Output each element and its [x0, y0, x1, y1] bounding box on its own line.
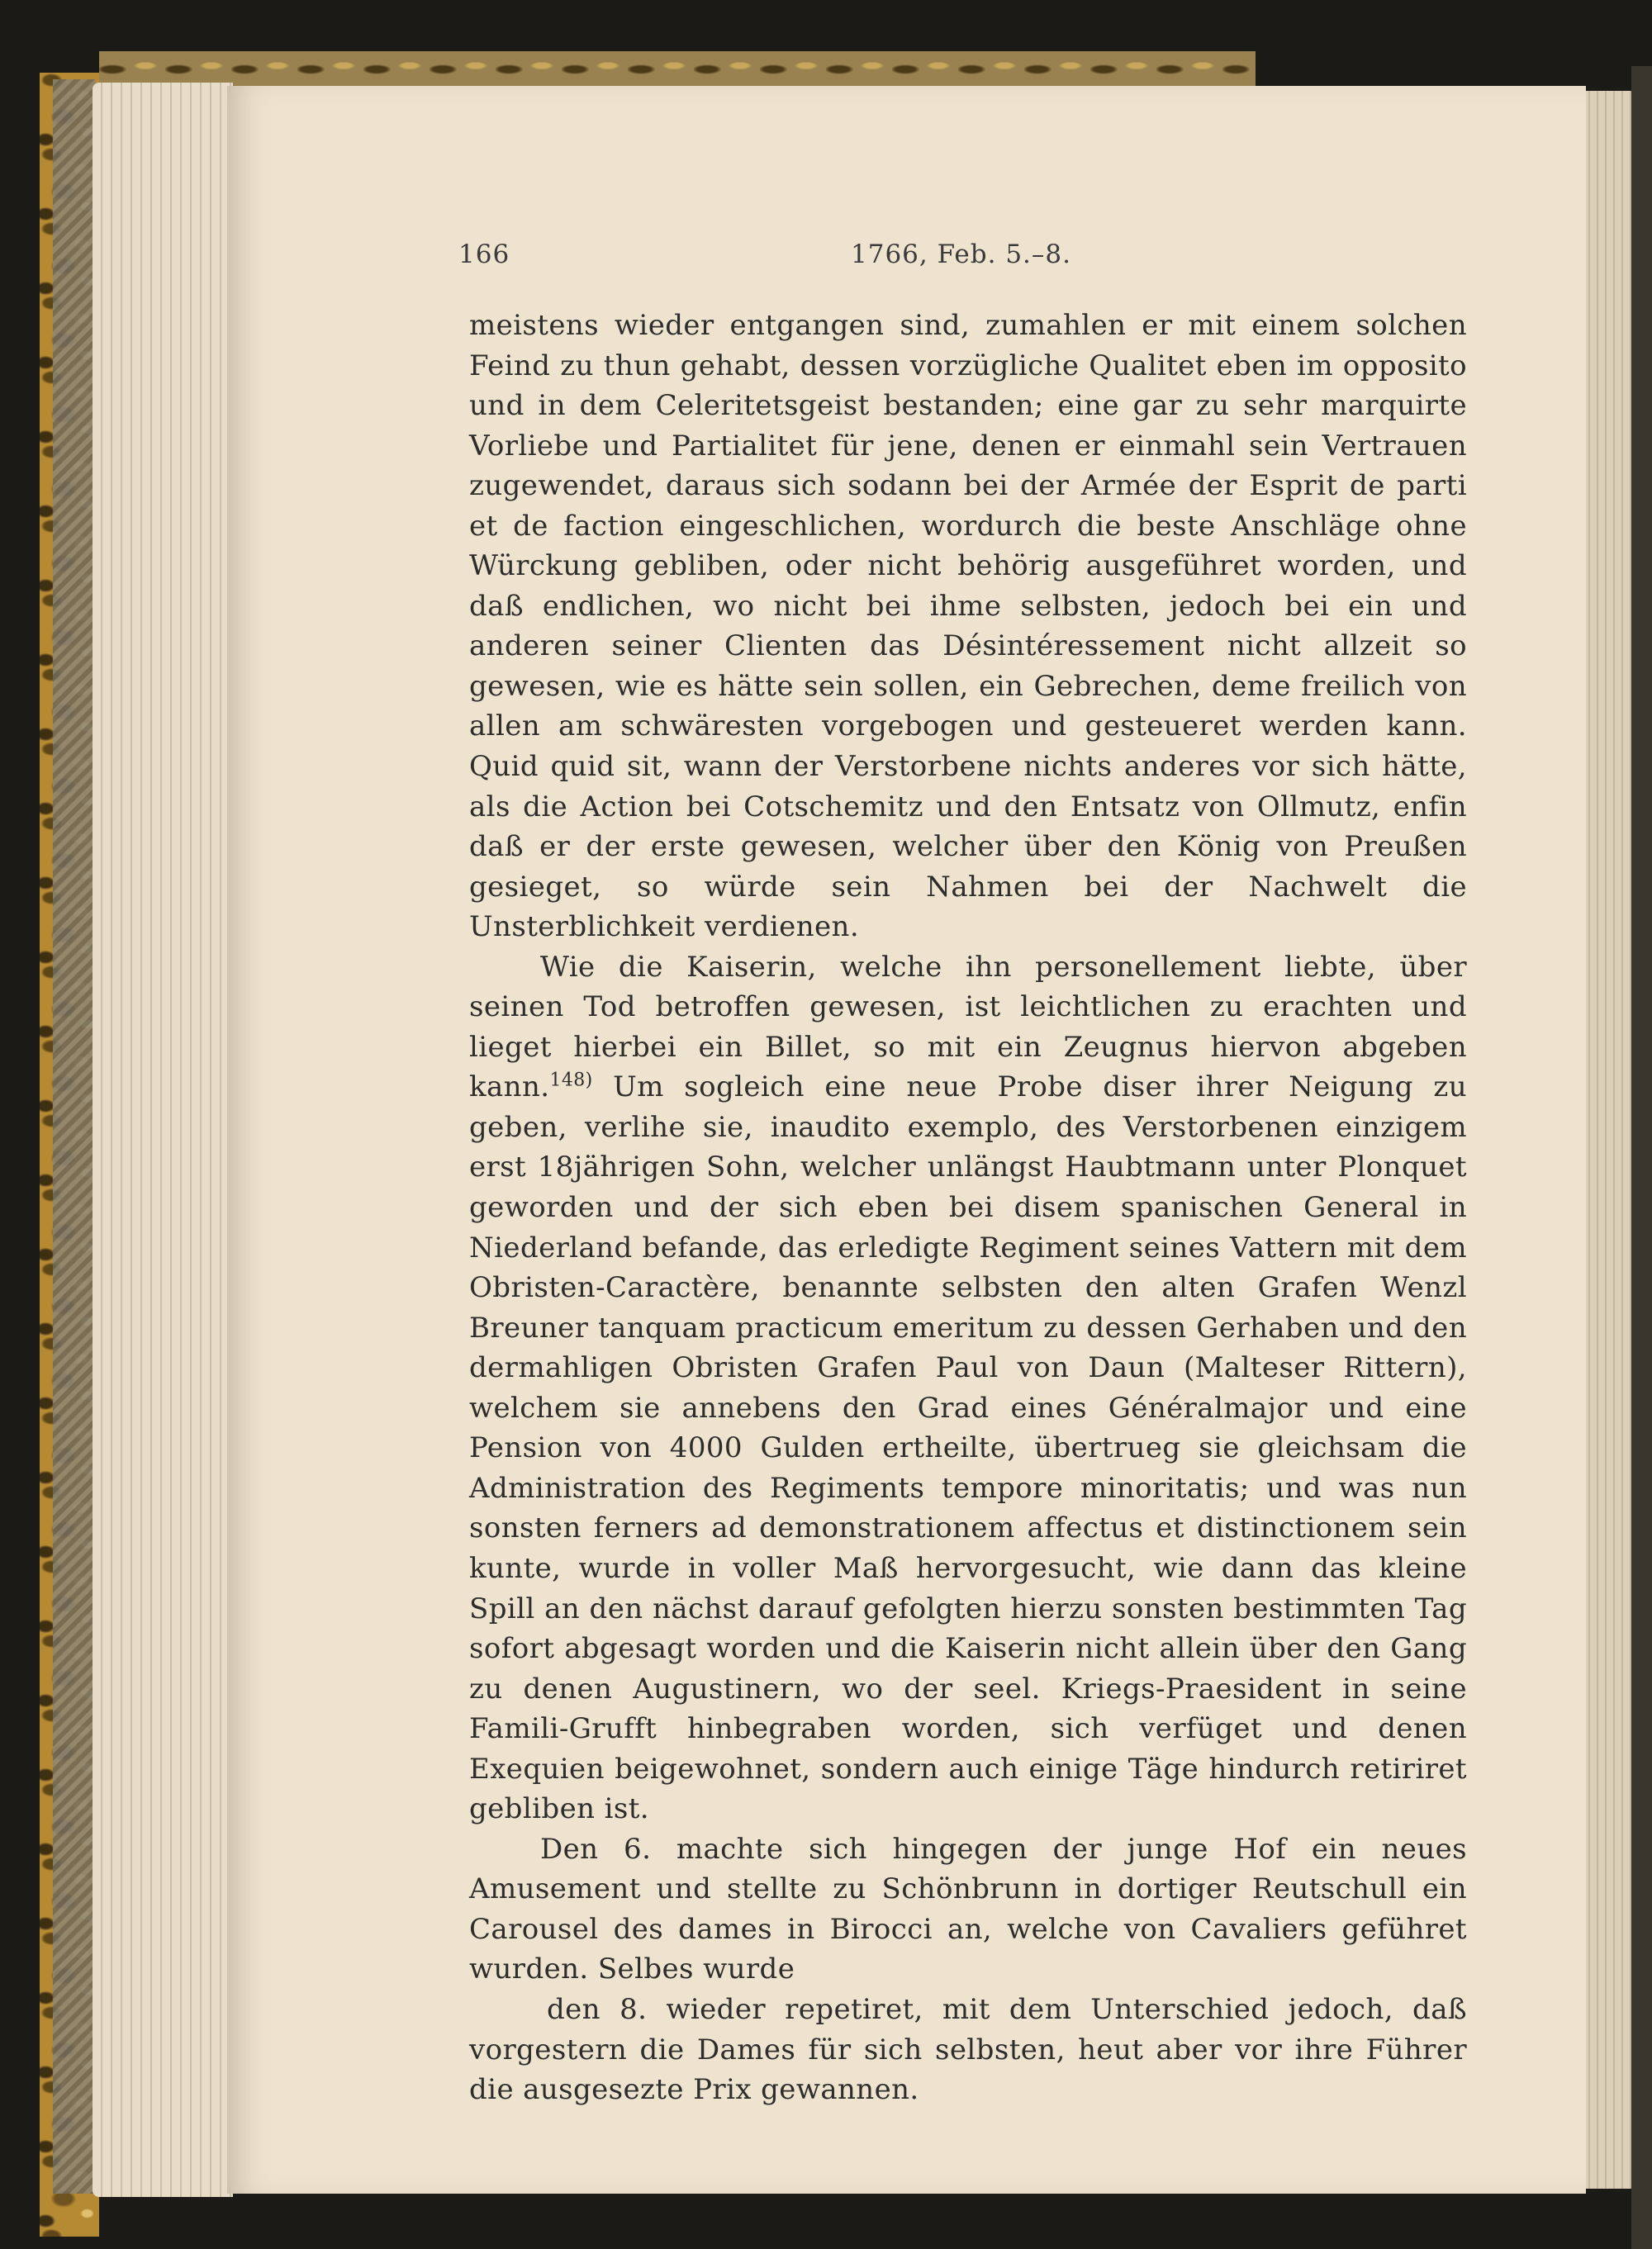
- paragraph-2-end: Um sogleich eine neue Probe diser ihrer Neigung zu geben, verlihe sie, inaudito exemplo, des Verstorbenen einzigem erst 18jährigen Sohn, welcher unlängst Haubtmann unter Plonquet geworden und der sich eben bei disem spanischen General in Niederland befande, das erledigte Regiment seines Vattern mit dem Obristen-Caractère, benannte selbsten den alten Grafen Wenzl Breuner tanquam practicum emeritum zu dessen Gerhaben und den dermahligen Obristen Grafen Paul von Daun (Malteser Rittern), welchem sie annebens den Grad eines Généralmajor und eine Pension von 4000 Gulden ertheilte, übertrueg sie gleichsam die Administration des Regiments tempore minoritatis; und was nun sonsten ferners ad demonstrationem affectus et distinctionem sein kunte, wurde in voller Maß hervorgesucht, wie dann das kleine Spill an den nächst darauf gefolgten hierzu sonsten bestimmten Tag sofort abgesagt worden und die Kaiserin nicht allein über den Gang zu denen Augustinern, wo der seel. Kriegs-Praesident in seine Famili-Grufft hinbegraben worden, sich verfüget und denen Exequien beigewohnet, sondern auch einige Täge hindurch retiriret gebliben ist.: [469, 1070, 1467, 1826]
- page-body: [469, 306, 1467, 2110]
- paragraph-2-start: Wie die Kaiserin, welche ihn personellement liebte, über seinen Tod betroffen gewesen, ist leichtlichen zu erachten und lieget hierbei ein Billet, so mit ein Zeugnus hiervon abgeben kann.: [469, 950, 1467, 1104]
- page-edges-right: [1582, 91, 1631, 2189]
- page-number: 166: [458, 240, 510, 269]
- marbled-cover-top: [99, 51, 1256, 88]
- footnote-ref: 148): [549, 1070, 593, 1092]
- page-edges-left: [93, 83, 233, 2197]
- page-header: [458, 240, 1483, 281]
- paragraph-3: Den 6. machte sich hingegen der junge Hof ein neues Amusement und stellte zu Schönbrunn in dortiger Reutschull ein Carousel des dames in Birocci an, welche von Cavaliers geführet wurden. Selbes wurde: [469, 1832, 1467, 1986]
- right-cover: [1631, 66, 1652, 2249]
- binding-strip: [53, 79, 96, 2194]
- paragraph-1: meistens wieder entgangen sind, zumahlen er mit einem solchen Feind zu thun gehabt, dessen vorzügliche Qualitet eben im opposito und in dem Celeritetsgeist bestanden; eine gar zu sehr marquirte Vorliebe und Partialitet für jene, denen er einmahl sein Vertrauen zugewendet, daraus sich sodann bei der Armée der Esprit de parti et de faction eingeschlichen, wordurch die beste Anschläge ohne Würckung gebliben, oder nicht behörig ausgeführet worden, und daß endlichen, wo nicht bei ihme selbsten, jedoch bei ein und anderen seiner Clienten das Désintéressement nicht allzeit so gewesen, wie es hätte sein sollen, ein Gebrechen, deme freilich von allen am schwäresten vorgebogen und gesteueret werden kann. Quid quid sit, wann der Verstorbene nichts anderes vor sich hätte, als die Action bei Cotschemitz und den Entsatz von Ollmutz, enfin daß er der erste gewesen, welcher über den König von Preußen gesieget, so würde sein Nahmen bei der Nachwelt die Unsterblichkeit verdienen.: [469, 309, 1467, 944]
- paragraph-4: den 8. wieder repetiret, mit dem Unterschied jedoch, daß vorgestern die Dames für sich selbsten, heut aber vor ihre Führer die ausgesezte Prix gewannen.: [469, 1992, 1467, 2107]
- running-head: 1766, Feb. 5.–8.: [851, 240, 1071, 269]
- paragraph-2: [469, 947, 1467, 1829]
